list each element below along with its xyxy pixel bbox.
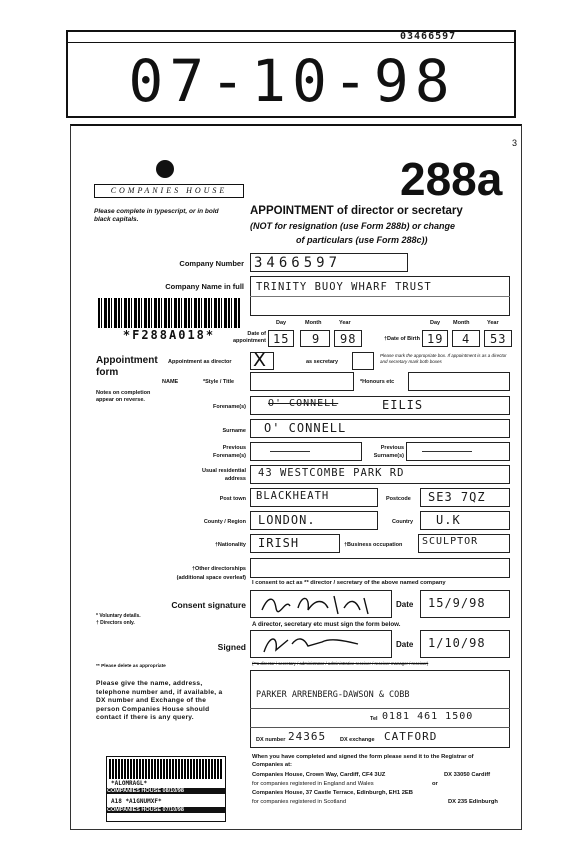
top-stamp-divider: [66, 42, 516, 43]
style-title-field[interactable]: [250, 372, 354, 391]
form-number: 288a: [400, 153, 503, 205]
dx-exchange-value: CATFORD: [384, 730, 438, 743]
appointment-form-heading: Appointment form: [96, 355, 158, 378]
received-barcode-line-4: COMPANIES HOUSE 07/10/98: [107, 807, 225, 813]
dx-number-value: 24365: [288, 730, 327, 743]
secretary-checkbox[interactable]: [352, 352, 374, 370]
date-of-birth-label: †Date of Birth: [383, 336, 420, 342]
appt-day-value: 15: [273, 332, 290, 346]
form-subtitle-2: of particulars (use Form 288c)): [296, 235, 428, 245]
county-value: LONDON.: [258, 513, 316, 527]
received-barcode-line-2: COMPANIES HOUSE 08/10/98: [107, 788, 225, 794]
nationality-value: IRISH: [258, 536, 300, 550]
additional-space-label: (additional space overleaf): [176, 575, 246, 581]
logo-crest-icon: [156, 160, 174, 178]
dx-number-label: DX number: [256, 737, 286, 743]
contact-line-1: [250, 708, 510, 709]
date-of-appointment-label: Date of appointment: [233, 331, 266, 344]
directors-only-note: † Directors only.: [96, 620, 135, 626]
form-title: APPOINTMENT of director or secretary: [250, 205, 463, 217]
form-barcode-caption: *F288A018*: [122, 328, 216, 342]
contact-note: Please give the name, address, telephone number and, if available, a DX number and Exchange of the person Companies House should contact if there is any query.: [96, 680, 223, 722]
appt-month-value: 9: [312, 332, 321, 346]
company-number-label: Company Number: [179, 259, 244, 268]
consent-date-value: 15/9/98: [428, 596, 486, 610]
as-secretary-label: as secretary: [306, 359, 339, 365]
received-barcode-stamp: [106, 756, 226, 822]
postcode-label: Postcode: [386, 496, 411, 502]
forenames-value: EILIS: [382, 398, 424, 412]
voluntary-details-note: * Voluntary details.: [96, 613, 141, 619]
postcode-value: SE3 7QZ: [428, 490, 486, 504]
appt-month-header: Month: [305, 320, 322, 326]
honours-field[interactable]: [408, 372, 510, 391]
must-sign-note: A director, secretary etc must sign the form below.: [252, 621, 401, 628]
tel-label: Tel: [370, 716, 378, 722]
consent-signature-scribble: [258, 592, 378, 616]
edinburgh-dx: DX 235 Edinburgh: [448, 799, 498, 805]
scotland-note: for companies registered in Scotland: [252, 799, 347, 805]
signed-label: Signed: [217, 642, 246, 652]
or-word: or: [432, 781, 438, 787]
consent-date-label: Date: [396, 600, 414, 609]
received-barcode-line-1: *ALOMRAGL*: [111, 780, 148, 787]
address-label: Usual residential address: [201, 468, 246, 482]
completion-instruction: Please complete in typescript, or in bold black capitals.: [94, 208, 219, 223]
company-name-divider: [250, 296, 510, 297]
previous-forenames-label: Previous Forename(s): [212, 445, 246, 459]
signature-icon: [258, 632, 378, 656]
consent-signature-icon: [258, 592, 378, 616]
birth-day-header: Day: [430, 320, 441, 326]
consent-statement: I consent to act as ** director / secretary of the above named company: [252, 580, 446, 586]
director-check-mark: X: [253, 349, 267, 371]
received-barcode: [109, 759, 223, 779]
registration-number: 03466597: [400, 31, 457, 42]
company-name-value: TRINITY BUOY WHARF TRUST: [256, 281, 432, 293]
role-line: (**a director / secretary / administrator / administrative receiver / receiver manager / receiver): [252, 661, 429, 666]
received-date-stamp: 07-10-98: [128, 47, 456, 115]
appt-year-header: Year: [339, 320, 351, 326]
birth-year-value: 53: [490, 332, 507, 346]
forenames-label: Forename(s): [212, 404, 246, 410]
cardiff-dx: DX 33050 Cardiff: [444, 772, 491, 778]
post-town-label: Post town: [219, 496, 246, 502]
form-subtitle-1: (NOT for resignation (use Form 288b) or change: [250, 221, 456, 231]
birth-day-value: 19: [427, 332, 444, 346]
notes-on-completion: Notes on completion appear on reverse.: [96, 390, 151, 403]
honours-label: *Honours etc: [360, 379, 395, 385]
company-name-label: Company Name in full: [165, 282, 244, 291]
country-label: Country: [392, 519, 414, 525]
contact-line-2: [250, 727, 510, 728]
appointment-as-director-label: Appointment as director: [168, 359, 232, 365]
form-barcode: [98, 298, 240, 328]
contact-name-value: PARKER ARRENBERG-DAWSON & COBB: [256, 690, 410, 700]
consent-signature-label: Consent signature: [171, 600, 246, 610]
previous-forenames-dash: [270, 451, 310, 452]
birth-month-header: Month: [453, 320, 470, 326]
logo-text: COMPANIES HOUSE: [110, 186, 228, 195]
country-field[interactable]: [420, 511, 510, 530]
delete-note: ** Please delete as appropriate: [96, 664, 166, 669]
signed-scribble: [258, 632, 378, 656]
country-value: U.K: [436, 513, 461, 527]
signed-date-value: 1/10/98: [428, 636, 486, 650]
forenames-struck-value: O' CONNELL: [268, 398, 339, 409]
signed-date-label: Date: [396, 640, 414, 649]
birth-year-header: Year: [487, 320, 499, 326]
cardiff-address: Companies House, Crown Way, Cardiff, CF4 3UZ: [252, 772, 386, 778]
surname-value: O' CONNELL: [264, 421, 347, 435]
address-value: 43 WESTCOMBE PARK RD: [258, 467, 405, 479]
appt-year-value: 98: [340, 332, 357, 346]
style-title-label: *Style / Title: [203, 379, 235, 385]
received-barcode-line-3: A18 *A1GNUMXF*: [111, 798, 162, 805]
england-wales-note: for companies registered in England and Wales: [252, 781, 374, 787]
company-number-value: 3466597: [254, 255, 342, 271]
birth-month-value: 4: [462, 332, 471, 346]
previous-surnames-label: Previous Surname(s): [373, 445, 404, 459]
occupation-label: †Business occupation: [344, 542, 403, 548]
other-directorships-field[interactable]: [250, 558, 510, 578]
county-label: County / Region: [203, 519, 246, 525]
appt-day-header: Day: [276, 320, 287, 326]
post-town-value: BLACKHEATH: [256, 490, 330, 502]
name-heading: NAME: [162, 379, 179, 385]
edinburgh-address: Companies House, 37 Castle Terrace, Edinburgh, EH1 2EB: [252, 790, 413, 796]
dx-exchange-label: DX exchange: [340, 737, 375, 743]
previous-surnames-dash: [422, 451, 472, 452]
tick-note: Please mark the appropriate box. If appointment is as a director and secretary mark both boxes: [380, 353, 507, 364]
tel-value: 0181 461 1500: [382, 711, 474, 722]
other-directorships-label: †Other directorships: [191, 566, 246, 572]
page-mark: 3: [512, 138, 518, 148]
send-note: When you have completed and signed the form please send it to the Registrar of Companies at:: [252, 754, 474, 768]
companies-house-logo: [94, 160, 244, 202]
surname-label: Surname: [222, 428, 246, 434]
occupation-value: SCULPTOR: [422, 536, 479, 547]
nationality-label: †Nationality: [214, 542, 246, 548]
